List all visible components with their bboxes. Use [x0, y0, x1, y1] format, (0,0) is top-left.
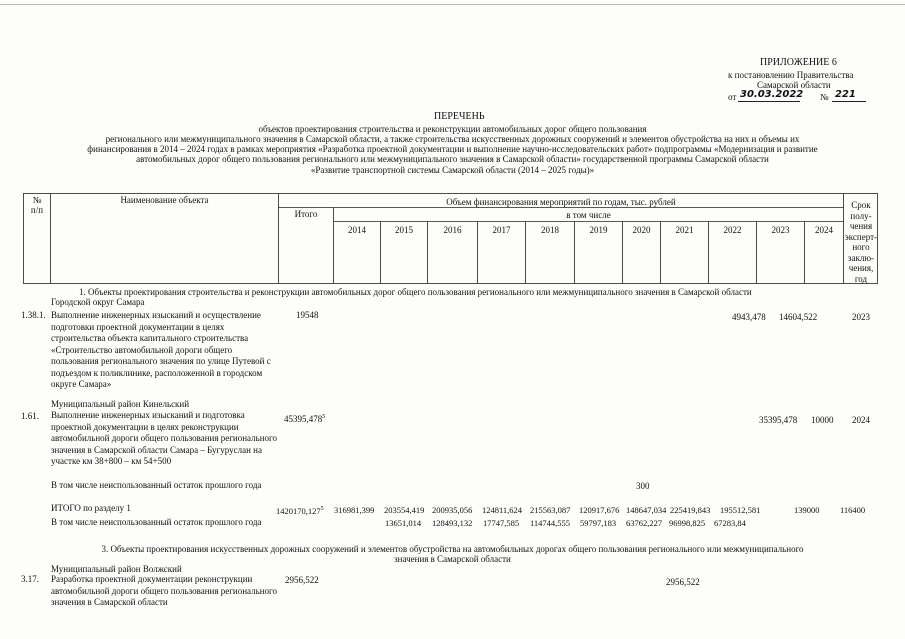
appendix-date: 30.03.2022 [740, 89, 804, 100]
itogo-unused-value: 128493,132 [432, 518, 473, 528]
row-value-2021: 2956,522 [666, 577, 700, 587]
section3-title-line1: 3. Объекты проектирования искусственных дорожных сооружений и элементов обустройства на автомобильных дорогах общего пользования регионального или межмуниципального [101, 544, 804, 554]
itogo-value: 120917,676 [579, 505, 620, 515]
row-number: 1.38.1. [21, 310, 46, 320]
row-name: Выполнение инженерных изысканий и подготовка проектной документации в целях реконструкции автомобильной дороги общего пользования регионального значения в Самарской области Самара – Бугуруслан на участке км 38+800 – км 54+500 [51, 410, 278, 466]
col-term-header: Срок полу- чения эксперт- ного заклю- чения, год [844, 200, 878, 284]
row-number: 1.61. [21, 411, 39, 421]
year-header: 2017 [492, 225, 511, 235]
year-header: 2018 [541, 225, 559, 235]
itogo-label: ИТОГО по разделу 1 [51, 503, 131, 513]
year-header: 2022 [723, 225, 742, 235]
row-value-2023: 14604,522 [779, 312, 818, 322]
year-header: 2024 [815, 225, 833, 235]
section1-title: 1. Объекты проектирования строительства и реконструкции автомобильных дорог общего пользования регионального или межмуниципального значения в Самарской области [79, 287, 752, 297]
itogo-value: 124811,624 [482, 505, 523, 515]
row-value-2022: 4943,478 [732, 312, 766, 322]
itogo-value: 316981,399 [334, 505, 375, 515]
col-total-header: Итого [294, 209, 318, 219]
year-header: 2023 [771, 225, 790, 235]
col-number-header: № п/п [30, 195, 44, 215]
itogo-value: 116400 [840, 505, 866, 515]
itogo-unused-value: 96998,825 [669, 518, 706, 528]
row-total-value: 45395,478 [284, 414, 323, 424]
section1-district-kinel: Муниципальный район Кинельский [51, 399, 190, 409]
col-name-header: Наименование объекта [120, 195, 209, 205]
itogo-value: 148647,034 [626, 505, 667, 515]
appendix-number-label: № [820, 92, 829, 102]
heading-line-4: автомобильных дорог общего пользования регионального или межмуниципального значения в Самарской области» государственной программы Самарской области [136, 154, 769, 164]
heading-line-3: финансирования в 2014 – 2024 годах в рамках мероприятия «Разработка проектной документации и выполнение научно-исследовательских работ» подпрограммы «Модернизация и развитие [87, 144, 818, 154]
itogo-value: 195512,581 [720, 505, 761, 515]
itogo-value: 225419,843 [670, 505, 711, 515]
row-total [284, 412, 325, 424]
itogo-unused-value: 59797,183 [580, 518, 617, 528]
footnote-mark: 5 [320, 506, 324, 512]
year-header: 2019 [589, 225, 608, 235]
row-name: Разработка проектной документации реконструкции автомобильной дороги общего пользования регионального значения в Самарской области [51, 574, 278, 607]
row-value-2024: 10000 [811, 415, 834, 425]
year-header: 2016 [443, 225, 462, 235]
appendix-from-label: от [728, 92, 737, 102]
year-header: 2021 [675, 225, 694, 235]
heading-line-1: объектов проектирования строительства и реконструкции автомобильных дорог общего пользования [258, 124, 647, 134]
itogo-unused-value: 67283,84 [714, 518, 746, 528]
unused-value-2021: 300 [636, 481, 650, 491]
footnote-mark: 5 [322, 414, 326, 420]
appendix-title: ПРИЛОЖЕНИЕ 6 [760, 57, 837, 68]
row-term: 2023 [852, 312, 870, 322]
row-value-2023: 35395,478 [759, 415, 798, 425]
section3-district: Муниципальный район Волжский [51, 564, 182, 574]
date-underline [738, 101, 800, 102]
itogo-unused-value: 114744,555 [530, 518, 571, 528]
year-header: 2015 [395, 225, 413, 235]
appendix-line1: к постановлению Правительства [728, 70, 854, 80]
itogo-unused-value: 17747,585 [483, 518, 520, 528]
unused-remainder-label: В том числе неиспользованный остаток прошлого года [51, 480, 262, 490]
itogo-value: 203554,419 [384, 505, 425, 515]
scan-edge [0, 4, 905, 5]
section1-district-samara: Городской округ Самара [51, 297, 145, 307]
itogo-value: 139000 [794, 505, 820, 515]
col-funding-header: Объем финансирования мероприятий по годам, тыс. рублей [446, 197, 676, 207]
section3-title-line2: значения в Самарской области [394, 554, 511, 564]
itogo-unused-value: 63762,227 [626, 518, 663, 528]
year-header: 2020 [632, 225, 651, 235]
row-name: Выполнение инженерных изысканий и осуществление подготовки проектной документации в целях строительства объекта капитального строительства «Строительство автомобильной дороги общего пользования регионального значения по улице Путевой с подъездом к поликлинике, расположенной в городском округе Самара» [51, 310, 271, 389]
itogo-total-value: 1420170,127 [276, 505, 321, 516]
itogo-value: 215563,087 [530, 505, 571, 515]
year-header: 2014 [348, 225, 366, 235]
appendix-line2: Самарской области [757, 80, 831, 90]
heading-line-5: «Развитие транспортной системы Самарской области (2014 – 2025 годы)» [310, 165, 595, 175]
heading-line-2: регионального или межмуниципального значения в Самарской области, а также строительства искусственных дорожных сооружений и элементов обустройства на них и объемы их [105, 134, 800, 144]
itogo-total [276, 504, 324, 516]
row-total: 2956,522 [285, 575, 319, 585]
row-term: 2024 [852, 415, 870, 425]
appendix-number: 221 [835, 89, 856, 100]
col-incl-header: в том числе [566, 210, 611, 220]
row-number: 3.17. [21, 574, 39, 584]
number-underline [832, 101, 866, 102]
itogo-unused-value: 13651,014 [385, 518, 422, 528]
itogo-unused-label: В том числе неиспользованный остаток прошлого года [51, 517, 262, 527]
itogo-value: 200935,056 [432, 505, 473, 515]
row-total: 19548 [296, 310, 319, 320]
doc-title: ПЕРЕЧЕНЬ [434, 111, 485, 122]
